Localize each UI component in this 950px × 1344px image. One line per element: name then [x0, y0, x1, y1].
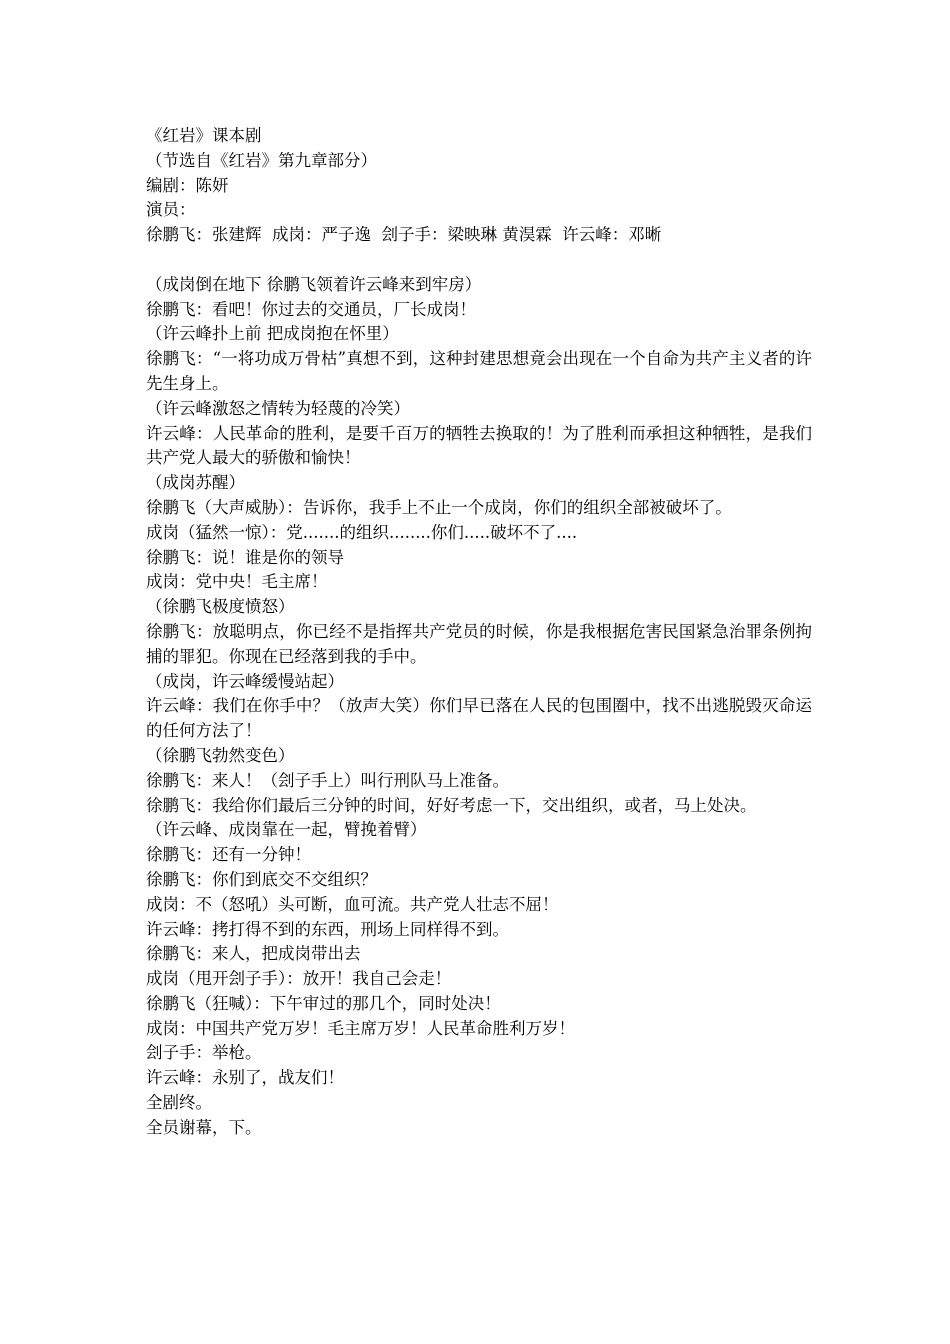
script-line: 许云峰：永别了，战友们！: [146, 1068, 344, 1088]
document-title: 《红岩》课本剧: [146, 126, 262, 145]
script-line: 徐鹏飞：说！谁是你的领导: [146, 547, 344, 567]
script-line: （成岗苏醒）: [146, 473, 245, 493]
script-line: （许云峰激怒之情转为轻蔑的冷笑）: [146, 398, 410, 418]
blank-line: [146, 248, 812, 273]
cast-list: 徐鹏飞：张建辉 成岗：严子逸 刽子手：梁映琳 黄淏霖 许云峰：邓晰: [146, 225, 662, 245]
script-line: 许云峰：人民革命的胜利，是要千百万的牺牲去换取的！为了胜利而承担这种牺牲，是我们共产党人最大的骄傲和愉快！: [146, 423, 812, 468]
script-line: （徐鹏飞勃然变色）: [146, 745, 295, 765]
script-line: 全剧终。: [146, 1093, 212, 1113]
script-line: 成岗（甩开刽子手）：放开！我自己会走！: [146, 969, 452, 989]
script-line: 徐鹏飞（大声威胁）：告诉你，我手上不止一个成岗，你们的组织全部被破坏了。: [146, 497, 732, 517]
script-line: 徐鹏飞：“一将功成万骨枯”真想不到，这种封建思想竟会出现在一个自命为共产主义者的许先生身上。: [146, 349, 812, 393]
script-body: [146, 273, 812, 1141]
script-line: 许云峰：我们在你手中？（放声大笑）你们早已落在人民的包围圈中，找不出逃脱毁灭命运的任何方法了！: [146, 696, 812, 741]
script-line: 徐鹏飞：放聪明点，你已经不是指挥共产党员的时候，你是我根据危害民国紧急治罪条例拘捕的罪犯。你现在已经落到我的手中。: [146, 621, 812, 666]
script-line: （徐鹏飞极度愤怒）: [146, 597, 295, 617]
script-line: 成岗：中国共产党万岁！毛主席万岁！人民革命胜利万岁！: [146, 1018, 575, 1038]
script-line: 刽子手：举枪。: [146, 1043, 262, 1063]
script-line: （许云峰扑上前 把成岗抱在怀里）: [146, 324, 399, 344]
script-line: 徐鹏飞：你们到底交不交组织？: [146, 869, 377, 889]
script-line: 全员谢幕，下。: [146, 1117, 262, 1137]
script-line: 徐鹏飞：来人，把成岗带出去: [146, 944, 361, 964]
script-line: （成岗倒在地下 徐鹏飞领着许云峰来到牢房）: [146, 274, 482, 294]
document-subtitle: （节选自《红岩》第九章部分）: [146, 150, 377, 170]
script-line: 徐鹏飞：还有一分钟！: [146, 845, 311, 865]
script-line: 徐鹏飞：我给你们最后三分钟的时间，好好考虑一下，交出组织，或者，马上处决。: [146, 795, 757, 815]
script-line: 成岗：党中央！毛主席！: [146, 572, 328, 592]
cast-label: 演员：: [146, 200, 196, 220]
script-line: 成岗：不（怒吼）头可断，血可流。共产党人壮志不屈！: [146, 894, 559, 914]
document-page: [146, 124, 812, 1141]
writer-line: 编剧：陈妍: [146, 175, 229, 195]
script-line: 成岗（猛然一惊）：党.......的组织........你们.....破坏不了....: [146, 522, 578, 542]
script-line: 徐鹏飞（狂喊）：下午审过的那几个，同时处决！: [146, 993, 501, 1013]
script-line: （许云峰、成岗靠在一起，臂挽着臂）: [146, 820, 427, 840]
script-line: 许云峰：拷打得不到的东西，刑场上同样得不到。: [146, 919, 509, 939]
script-line: 徐鹏飞：看吧！你过去的交通员，厂长成岗！: [146, 299, 476, 319]
script-line: （成岗，许云峰缓慢站起）: [146, 671, 344, 691]
script-line: 徐鹏飞：来人！（刽子手上）叫行刑队马上准备。: [146, 770, 509, 790]
